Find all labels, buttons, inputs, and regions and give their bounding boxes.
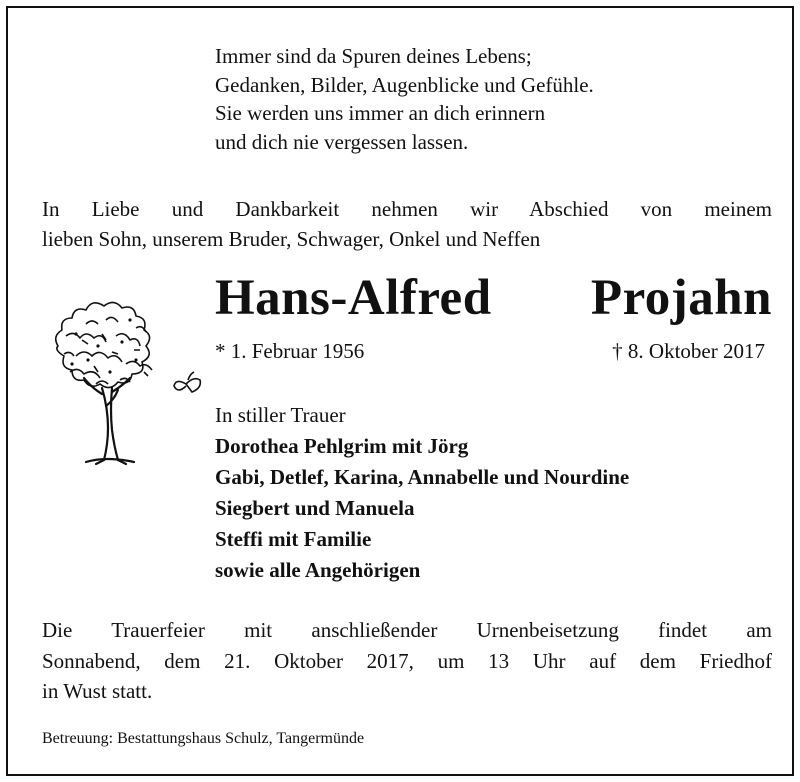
funeral-line: in Wust statt. [42,679,153,703]
mourner-name: sowie alle Angehörigen [215,558,421,582]
funeral-line: Die Trauerfeier mit anschließender Urnenbeisetzung findet am [42,618,772,642]
poem-line: Sie werden uns immer an dich erinnern [215,101,546,125]
mourner-name: Gabi, Detlef, Karina, Annabelle und Nourdine [215,465,630,489]
funeral-notice [42,615,772,707]
mourning-heading: In stiller Trauer [215,403,346,427]
obituary-frame [6,6,794,776]
deceased-name: Hans-Alfred Projahn [215,270,772,326]
poem-line: Immer sind da Spuren deines Lebens; [215,44,532,68]
death-date: † 8. Oktober 2017 [612,339,765,363]
funeral-line: Sonnabend, dem 21. Oktober 2017, um 13 Uhr auf dem Friedhof [42,648,772,673]
mourners [215,400,629,586]
tree-with-butterfly-icon [36,276,206,468]
funeral-home: Betreuung: Bestattungshaus Schulz, Tangermünde [42,730,365,747]
poem-line: Gedanken, Bilder, Augenblicke und Gefühle. [215,72,594,97]
intro-line: lieben Sohn, unserem Bruder, Schwager, Onkel und Neffen [42,227,541,251]
mourner-name: Siegbert und Manuela [215,496,415,520]
life-dates [215,337,765,365]
mourner-name: Steffi mit Familie [215,527,372,551]
intro-text [42,194,772,254]
poem-line: und dich nie vergessen lassen. [215,129,469,154]
intro-line: In Liebe und Dankbarkeit nehmen wir Abschied von meinem [42,197,772,221]
birth-date: * 1. Februar 1956 [215,339,365,363]
poem [215,42,594,156]
mourner-name: Dorothea Pehlgrim mit Jörg [215,434,469,458]
